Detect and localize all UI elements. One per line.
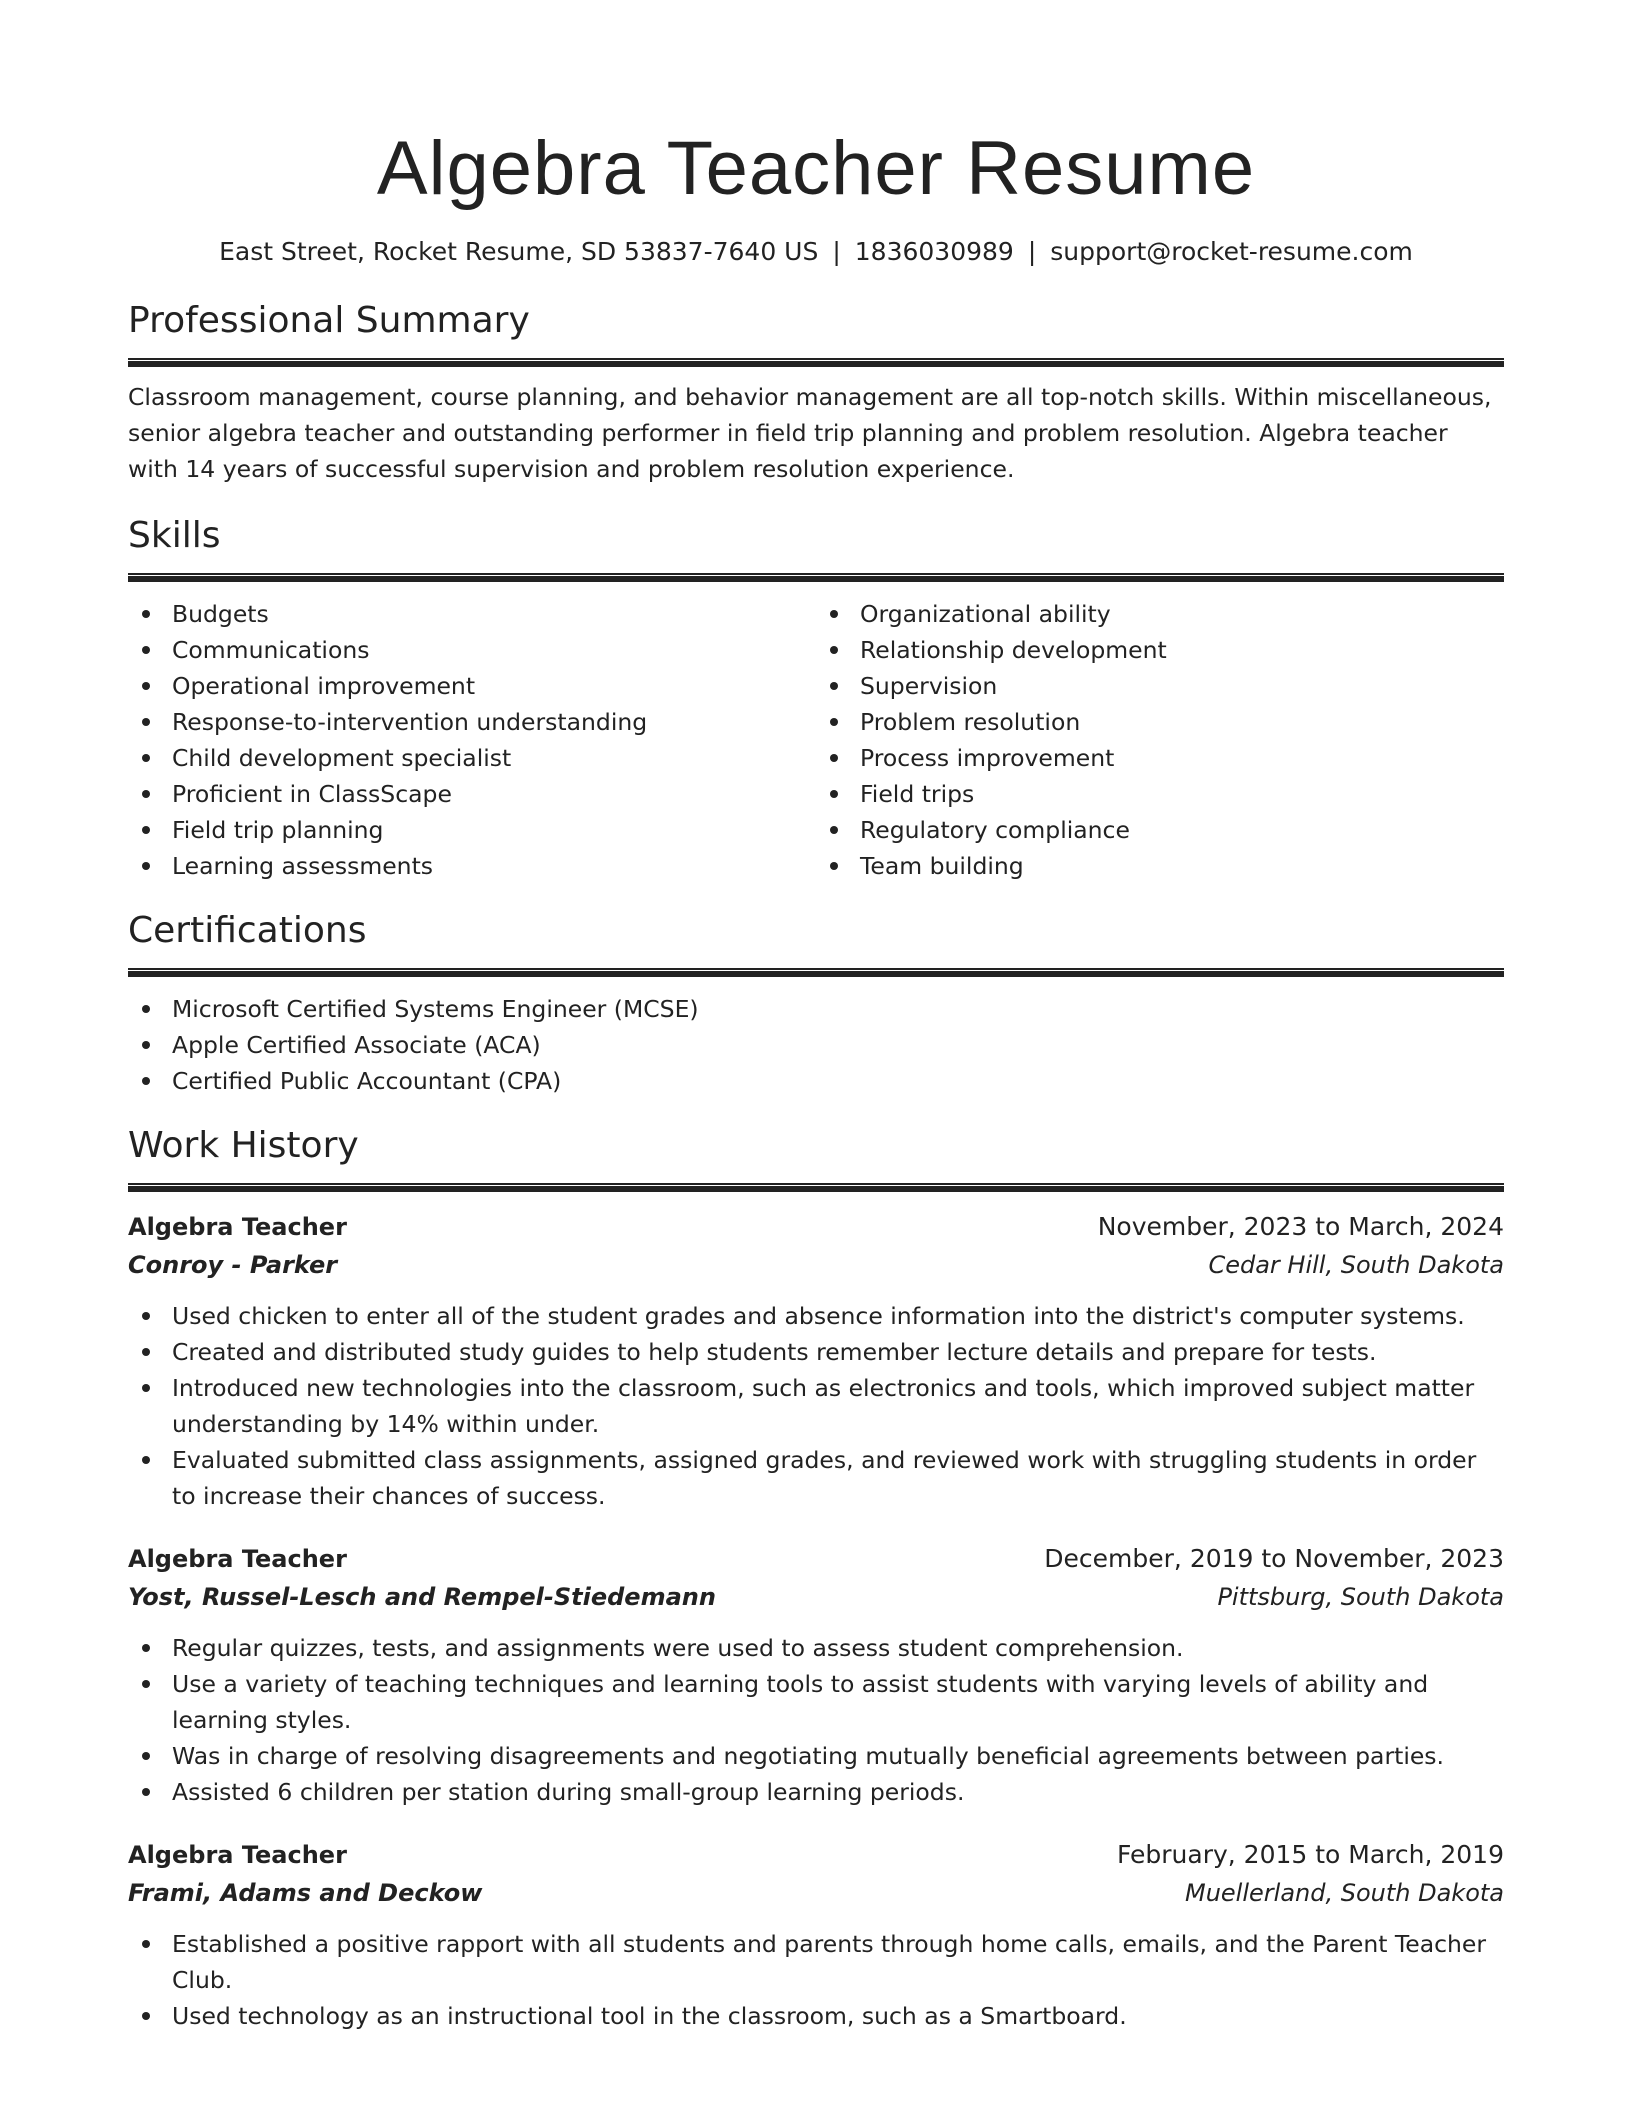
job-bullets	[128, 1298, 1504, 1514]
job-entry	[128, 1540, 1504, 1810]
skill-item: Problem resolution	[816, 704, 1504, 740]
certification-item: Certified Public Accountant (CPA)	[128, 1063, 1504, 1099]
skills-grid	[128, 596, 1504, 884]
job-bullets	[128, 1926, 1504, 2034]
skills-heading: Skills	[128, 515, 221, 556]
skill-item: Regulatory compliance	[816, 812, 1504, 848]
skill-item: Field trips	[816, 776, 1504, 812]
contact-separator: |	[1027, 237, 1037, 266]
skill-item: Proficient in ClassScape	[128, 776, 816, 812]
job-location: Cedar Hill, South Dakota	[1208, 1251, 1504, 1279]
job-bullet: Used chicken to enter all of the student grades and absence information into the district's computer systems.	[128, 1298, 1504, 1334]
job-bullet: Introduced new technologies into the classroom, such as electronics and tools, which improved subject matter understanding by 14% within under.	[128, 1370, 1504, 1442]
contact-line	[128, 236, 1504, 268]
job-bullet: Created and distributed study guides to help students remember lecture details and prepare for tests.	[128, 1334, 1504, 1370]
skill-item: Budgets	[128, 596, 816, 632]
address: East Street, Rocket Resume, SD 53837-7640 US	[219, 237, 819, 266]
certifications-list	[128, 991, 1504, 1099]
section-divider	[128, 968, 1504, 977]
summary-text: Classroom management, course planning, and behavior management are all top-notch skills. Within miscellaneous, senior algebra teacher and outstanding performer in field trip planning and problem resolution. Algebra teacher with 14 years of successful supervision and problem resolution experience.	[128, 383, 1492, 483]
job-company: Yost, Russel-Lesch and Rempel-Stiedemann	[128, 1583, 716, 1611]
job-subheader-row	[128, 1578, 1504, 1616]
email-address: support@rocket-resume.com	[1050, 237, 1413, 266]
work-history-section	[128, 1123, 1504, 2034]
summary-heading: Professional Summary	[128, 300, 530, 341]
skill-item: Child development specialist	[128, 740, 816, 776]
skill-item: Organizational ability	[816, 596, 1504, 632]
job-subheader-row	[128, 1246, 1504, 1284]
job-dates: December, 2019 to November, 2023	[1044, 1544, 1504, 1573]
job-bullets	[128, 1630, 1504, 1810]
skill-item: Team building	[816, 848, 1504, 884]
job-header-row	[128, 1208, 1504, 1246]
job-company: Conroy - Parker	[128, 1251, 338, 1279]
job-bullet: Use a variety of teaching techniques and learning tools to assist students with varying levels of ability and learning styles.	[128, 1666, 1504, 1738]
skills-section	[128, 513, 1504, 884]
certification-item: Apple Certified Associate (ACA)	[128, 1027, 1504, 1063]
job-title: Algebra Teacher	[128, 1213, 347, 1241]
job-dates: February, 2015 to March, 2019	[1116, 1840, 1504, 1869]
job-title: Algebra Teacher	[128, 1841, 347, 1869]
skills-list-right	[816, 596, 1504, 884]
skill-item: Learning assessments	[128, 848, 816, 884]
job-bullet: Regular quizzes, tests, and assignments were used to assess student comprehension.	[128, 1630, 1504, 1666]
job-location: Muellerland, South Dakota	[1185, 1879, 1504, 1907]
section-divider	[128, 1183, 1504, 1192]
phone-number: 1836030989	[854, 237, 1014, 266]
summary-section	[128, 298, 1504, 487]
job-entry	[128, 1208, 1504, 1514]
job-header-row	[128, 1836, 1504, 1874]
work-history-heading: Work History	[128, 1125, 359, 1166]
skill-item: Communications	[128, 632, 816, 668]
skill-item: Process improvement	[816, 740, 1504, 776]
job-title: Algebra Teacher	[128, 1545, 347, 1573]
job-subheader-row	[128, 1874, 1504, 1912]
job-entry	[128, 1836, 1504, 2034]
page-title: Algebra Teacher Resume	[376, 126, 1256, 211]
section-divider	[128, 573, 1504, 582]
certifications-heading: Certifications	[128, 910, 367, 951]
skill-item: Relationship development	[816, 632, 1504, 668]
job-company: Frami, Adams and Deckow	[128, 1879, 483, 1907]
job-header-row	[128, 1540, 1504, 1578]
job-location: Pittsburg, South Dakota	[1217, 1583, 1504, 1611]
job-dates: November, 2023 to March, 2024	[1097, 1212, 1504, 1241]
job-bullet: Established a positive rapport with all students and parents through home calls, emails, and the Parent Teacher Club.	[128, 1926, 1504, 1998]
job-bullet: Used technology as an instructional tool in the classroom, such as a Smartboard.	[128, 1998, 1504, 2034]
section-divider	[128, 358, 1504, 367]
skill-item: Field trip planning	[128, 812, 816, 848]
skill-item: Supervision	[816, 668, 1504, 704]
skill-item: Response-to-intervention understanding	[128, 704, 816, 740]
contact-separator: |	[832, 237, 841, 266]
certifications-section	[128, 908, 1504, 1099]
skills-list-left	[128, 596, 816, 884]
job-bullet: Assisted 6 children per station during small-group learning periods.	[128, 1774, 1504, 1810]
job-bullet: Evaluated submitted class assignments, assigned grades, and reviewed work with struggling students in order to increase their chances of success.	[128, 1442, 1504, 1514]
job-bullet: Was in charge of resolving disagreements and negotiating mutually beneficial agreements between parties.	[128, 1738, 1504, 1774]
certification-item: Microsoft Certified Systems Engineer (MCSE)	[128, 991, 1504, 1027]
skill-item: Operational improvement	[128, 668, 816, 704]
